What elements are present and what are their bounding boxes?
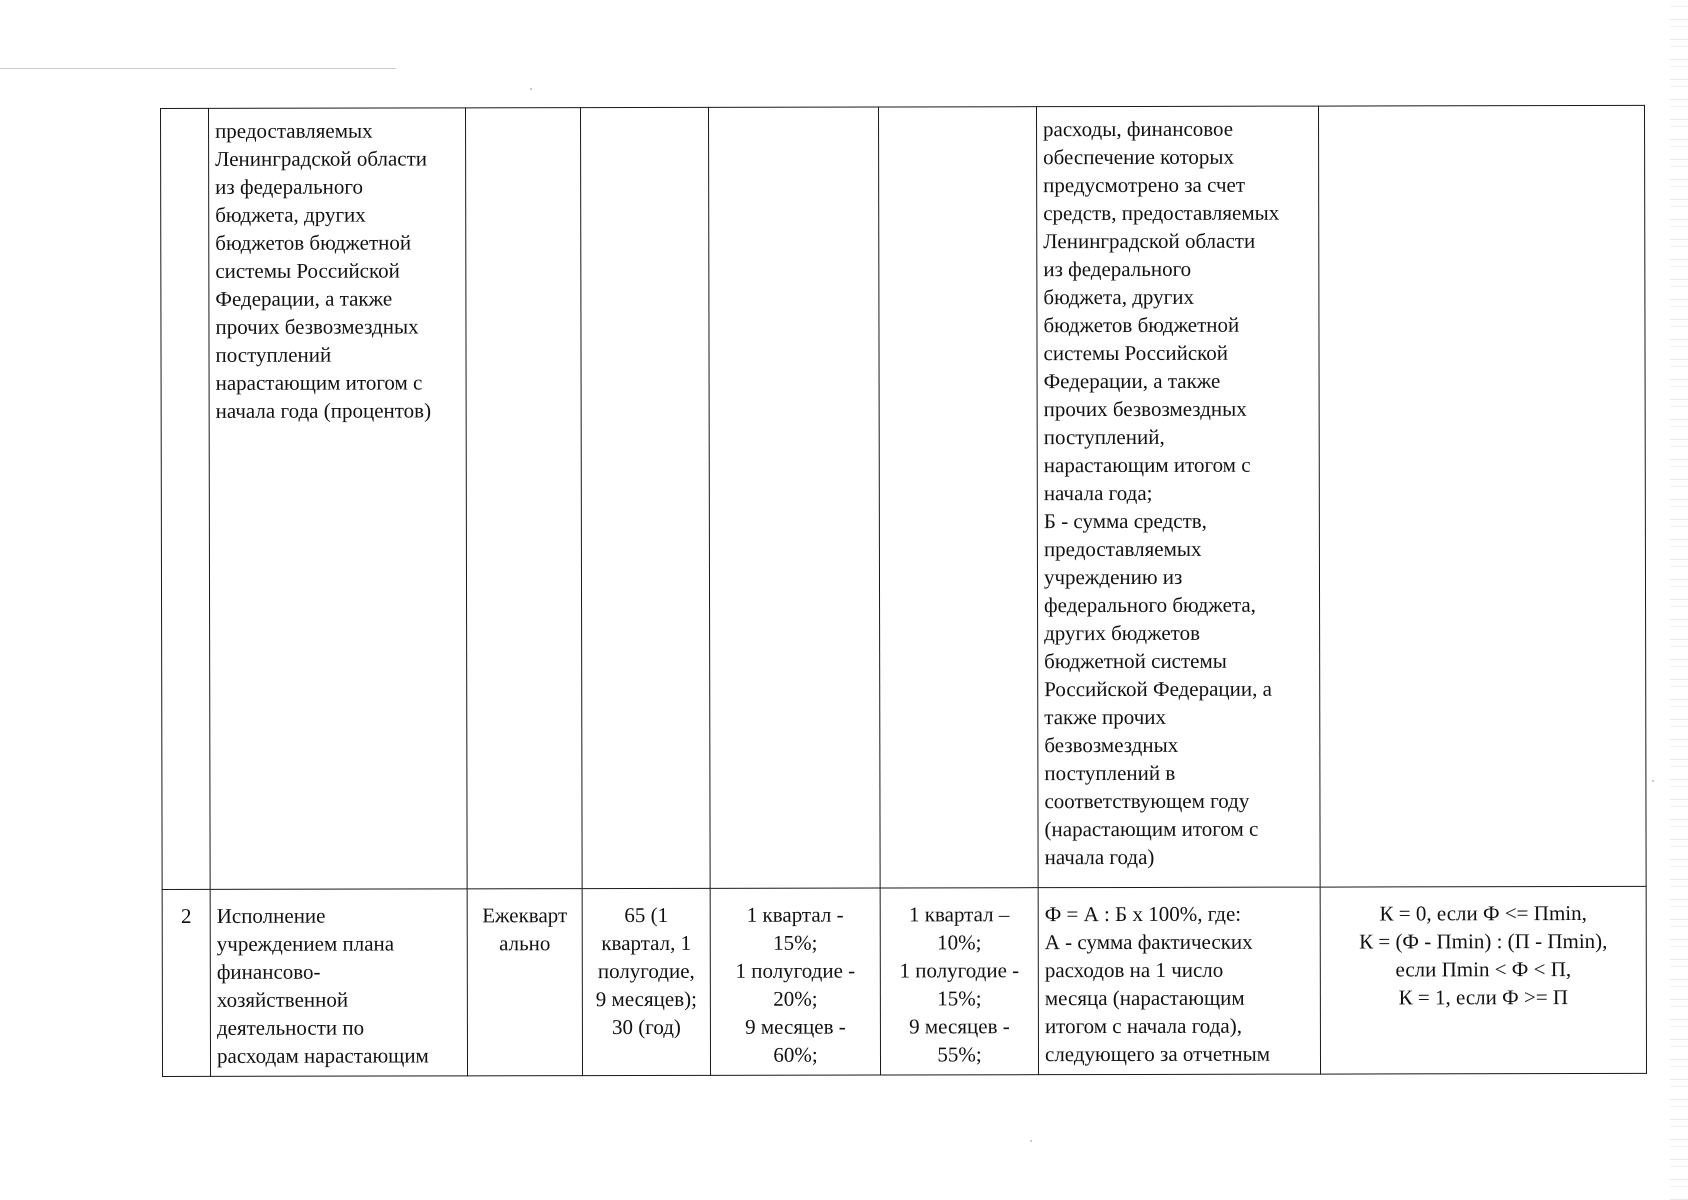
scan-speck [1030,1140,1032,1142]
scan-speck [1652,780,1654,782]
cell-indicator: предоставляемых Ленинградской области из федерального бюджета, других бюджетов бюджетной системы Российской Федерации, а также прочих безвозмездных поступлений нарастающим итогом с начала года (процентов) [209,108,468,890]
cell-coefficient: К = 0, если Ф <= Пmin, К = (Ф - Пmin) : (П - Пmin), если Пmin < Ф < П, К = 1, если Ф >= П [1320,886,1646,1074]
criteria-table [160,105,1647,1077]
scan-speck [530,88,532,90]
cell-formula: Ф = А : Б х 100%, где: А - сумма фактических расходов на 1 число месяца (нарастающим итогом с начала года), следующего за отчетным [1038,887,1320,1075]
table-row [161,105,1647,889]
cell-periodicity [466,108,583,889]
cell-number: 2 [162,889,210,1076]
cell-number [161,108,211,889]
cell-formula: расходы, финансовое обеспечение которых предусмотрено за счет средств, предоставляемых Ленинградской области из федерального бюджета, других бюджетов бюджетной системы Российской Федерации, а также прочих безвозмездных поступлений, нарастающим итогом с начала года; Б - сумма средств, предоставляемых учреждению из федерального бюджета, других бюджетов бюджетной системы Российской Федерации, а также прочих безвозмездных поступлений в соответствующем году (нарастающим итогом с начала года) [1036,106,1320,888]
cell-coefficient [1318,105,1646,887]
scan-edge-noise [1670,0,1688,1200]
cell-indicator: Исполнение учреждением плана финансово- хозяйственной деятельности по расходам нарастающим [210,889,467,1077]
cell-weight [581,107,711,888]
scan-artifact-line [0,68,396,69]
cell-weight: 65 (1 квартал, 1 полугодие, 9 месяцев); 30 (год) [582,888,710,1075]
cell-target [708,107,880,888]
cell-target: 1 квартал - 15%; 1 полугодие - 20%; 9 месяцев - 60%; [710,888,880,1075]
table-row [162,886,1646,1076]
cell-periodicity: Ежекварт ально [467,889,582,1076]
cell-min-value [878,107,1038,888]
cell-min-value: 1 квартал – 10%; 1 полугодие - 15%; 9 месяцев - 55%; [880,888,1038,1075]
